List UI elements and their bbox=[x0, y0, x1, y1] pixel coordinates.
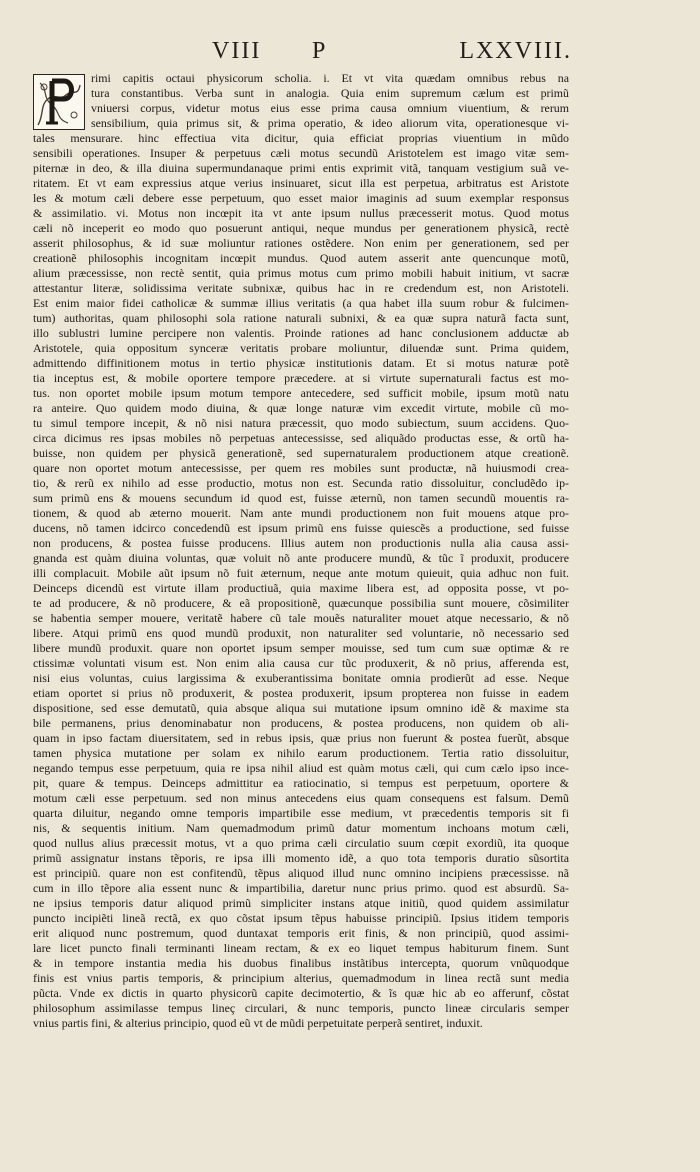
text-line: pit, quare & tempus. Deinceps admittitur ea ratiocinatio, si tempus est perpetuum, oportere & bbox=[33, 776, 569, 790]
text-line: quod nullus alius præcessit motus, vt a quo prima cæli circulatio suum cœpit exordiũ, ita quoque bbox=[33, 836, 569, 850]
text-line: creationẽ philosophis incognitam incœpit mundus. Quod autem asserit ante quencunque motũ, bbox=[33, 251, 569, 265]
text-line: asserit philosophus, & id suæ moliuntur rationes ostẽdere. Non enim per generationem, sed per bbox=[33, 236, 569, 250]
text-line: tales mensurare. hinc effectiua vita dicitur, quia efficiat proprias viuentium in mũdo bbox=[33, 131, 569, 145]
text-line: alium præcessisse, non rectè sentit, quia primus motus cum primo mobili habuit initium, vt sacræ bbox=[33, 266, 569, 280]
text-line: non producens, & postea fuisse producens. Illius autem non productionis nulla alia causa assi- bbox=[33, 536, 569, 550]
text-line: tum) authoritas, quam philosophi sola ratione naturali subnixi, & ea quæ supra naturã facta sunt, bbox=[33, 311, 569, 325]
text-line: ritatem. Et vt eam expressius atque verius insinuaret, sicut illa est perpetua, arbitratus est Aristote bbox=[33, 176, 569, 190]
text-line: piternæ in deo, & illa diuina supermundanaque primi entis exprimit vitã, tanquam vestigium suã ve- bbox=[33, 161, 569, 175]
text-line: tia inceptus est, & mobile oportere tempore præcedere. at si virtute supernaturali factus est mo- bbox=[33, 371, 569, 385]
text-line: est principiũ. quare non est confitendũ, tẽpus aliquod illud nunc omnino incipiens præcessisse. nã bbox=[33, 866, 569, 880]
running-header bbox=[0, 38, 700, 70]
text-line: se habentia semper mouere, veritatẽ habere cũ tale mouẽs naturaliter mouet atque necessario, & nõ bbox=[33, 611, 569, 625]
text-line: attestantur literæ, solidissima veritate subnixæ, quibus hac in re credendum est, non Aristoteli. bbox=[33, 281, 569, 295]
text-line: motum cæli esse perpetuum. sed non minus antecedens eius quam consequens est falsum. Demũ bbox=[33, 791, 569, 805]
text-line: Deinceps dicendũ est virtute illam productiuã, quia maxime libera est, ad opposita posse, vt po- bbox=[33, 581, 569, 595]
text-line: illo sublustri lumine percipere non valentis. Proinde rationes ad hanc conclusionem adductæ ab bbox=[33, 326, 569, 340]
text-line: buisse, non quidem per physicã generationẽ, sed supernaturalem productionem atque creationẽ. bbox=[33, 446, 569, 460]
text-line: tio, & rerũ ex nihilo ad esse productio, motus non est. Secunda ratio dissoluitur, concludẽdo ip- bbox=[33, 476, 569, 490]
text-line: puncto incipiẽti lineã rectã, ex quo cõstat ipsum tẽpus habuisse principiũ. Ipsius itidem temporis bbox=[33, 911, 569, 925]
text-line: rimi capitis octaui physicorum scholia. i. Et vt vita quædam omnibus rebus na bbox=[91, 71, 569, 85]
text-line: philosophum assimilasse tempus lineç circulari, & nunc temporis, puncto lineæ circularis semper bbox=[33, 1001, 569, 1015]
running-letter: P bbox=[312, 38, 328, 64]
text-line: te ad producere, & nõ producere, & eã propositionẽ, quæcunque possibilia sunt mouere, cõsimiliter bbox=[33, 596, 569, 610]
text-line: libere. Atqui primũ ens quod mundũ produxit, non naturaliter sed voluntarie, nõ necessario sed bbox=[33, 626, 569, 640]
text-line: Est enim maior fidei catholicæ & summæ illius veritatis (a qua habet illa suum robur & fulcimen- bbox=[33, 296, 569, 310]
text-line: circa dicimus res ipsas mobiles nõ perpetuas antecessisse, sed aliquãdo productas esse, & ortũ ha- bbox=[33, 431, 569, 445]
text-line: vnius partis fini, & alterius principio, quod eũ vt de mũdi perpetuitate perperã sentiret, induxit. bbox=[33, 1016, 483, 1030]
text-line: lare licet puncto finali terminanti lineam rectam, & ex eo liquet tempus habiturum finem. Sunt bbox=[33, 941, 569, 955]
text-line: negando tempus esse perpetuum, quia re ipsa nihil aliud est quàm motus cæli, qui cum cælo ipso ince- bbox=[33, 761, 569, 775]
text-line: dispositione, sed esse demutatũ, quia absque aliqua sui mutatione ipsum omnino idẽ & maxime sta bbox=[33, 701, 569, 715]
decorated-initial-icon bbox=[33, 74, 85, 130]
text-line: & in tempore instantia media his duobus finalibus instãtibus intercepta, quorum vnũquodque bbox=[33, 956, 569, 970]
text-line: gnanda est quàm diuina voluntas, quæ voluit nõ ante producere mundũ, & tũc ĩ produxit, producere bbox=[33, 551, 569, 565]
text-line: tionem, & quod ab æterno mouerit. Nam ante mundi productionem non fuit mouens atque pro- bbox=[33, 506, 569, 520]
text-line: illi complacuit. Mobile aũt ipsum nõ fuit æternum, neque ante motum quieuit, quia adhuc non fuit. bbox=[33, 566, 569, 580]
text-line: libere mundũ produxit. quare non oportet ipsum semper mouisse, sed tum cum suæ optimæ & re bbox=[33, 641, 569, 655]
text-line: etiam oportet si prius nõ produxerit, & postea produxerit, ipsum propterea non fuisse in eadem bbox=[33, 686, 569, 700]
text-line: pũcta. Vnde ex dictis in quarto physicorũ capite decimotertio, & ĩs quæ hic ab eo afferunf, cõstat bbox=[33, 986, 569, 1000]
text-line: finis est vnius partis temporis, & principium alterius, quemadmodum in linea rectã sunt media bbox=[33, 971, 569, 985]
text-line: les & motum cæli debere esse perpetuum, quo esset maior imaginis ad suum exemplar responsus bbox=[33, 191, 569, 205]
text-line: bile permanens, prius denominabatur non producens, & postea producens, non quidem ob ali- bbox=[33, 716, 569, 730]
text-line: ducens, nõ tamen idcirco concedendũ est ipsum primũ ens fuisse quiescẽs a productione, sed fuisse bbox=[33, 521, 569, 535]
text-line: & assimilatio. vi. Motus non incœpit ita vt ante ipsum nullus præcesserit motus. Quod motus bbox=[33, 206, 569, 220]
text-line: admittendo diffinitionem motus in tertio physicæ institutionis datam. Et si motus naturæ potẽ bbox=[33, 356, 569, 370]
text-line: sum primũ ens & mouens secundum id quod est, fuisse æternũ, non tamen secundũ mouentis ra- bbox=[33, 491, 569, 505]
text-line: sensibili operationes. Insuper & perpetuus cæli motus secundũ Aristotelem est imago vitæ sem- bbox=[33, 146, 569, 160]
text-line: ne ipsius temporis datur aliquod primũ simpliciter instans atque initiũ, quod quidem assimilatur bbox=[33, 896, 569, 910]
text-lines bbox=[33, 71, 569, 1031]
text-line: cæli nõ inceperit eo modo quo posuerunt antiqui, neque mundus per generationem physicã, rectè bbox=[33, 221, 569, 235]
text-line: Aristotele, quia oppositum synceræ veritatis probare moliuntur, diluendæ sunt. Prima quidem, bbox=[33, 341, 569, 355]
text-line: ra anteire. Quo quidem modo diuina, & quæ longe naturæ vim excedit virtute, mobile cũ mo- bbox=[33, 401, 569, 415]
text-line: nis, & sequentis initium. Nam quemadmodum primũ datur momentum inchoans motum cæli, bbox=[33, 821, 569, 835]
initial-letter bbox=[34, 129, 35, 130]
text-line: nisi eius voluntas, cuius largissima & exuberantissima bonitate omnia prodierũt ad esse. Neque bbox=[33, 671, 569, 685]
text-line: quare non oportet motum antecessisse, per quem res mobiles sunt productæ, nã huiusmodi crea- bbox=[33, 461, 569, 475]
text-line: erit aliquod nunc postremum, quod duntaxat temporis erit finis, & non principiũ, quod assimi- bbox=[33, 926, 569, 940]
text-line: primũ assignatur instans tẽporis, re ipsa illi momento idẽ, a quo tota temporis duratio sũsortita bbox=[33, 851, 569, 865]
text-line: tamen physica mutatione per solam ex nihilo earum productionem. Tertia ratio dissoluitur, bbox=[33, 746, 569, 760]
text-line: tura constantibus. Verba sunt in analogia. Quia enim supremum cælum est primũ bbox=[91, 86, 569, 100]
body-text bbox=[33, 71, 569, 1031]
text-line: tus. non oportet mobile ipsum motum tempore antecedere, sed sufficit mobile, ipsum motũ natu bbox=[33, 386, 569, 400]
text-line: vniuersi corpus, videtur motus eius esse prima causa omnium viuentium, & rerum bbox=[91, 101, 569, 115]
text-line: ctissimæ voluntati visum est. Non enim alia causa cur tũc produxerit, & nõ prius, afferenda est, bbox=[33, 656, 569, 670]
text-line: cum in illo tẽpore alia essent nunc & impartibilia, daretur nunc prius primo. quod est absurdũ. Sa- bbox=[33, 881, 569, 895]
text-line: sensibilium, quia primus sit, & prima operatio, & ideo aliorum vita, operationesque vi- bbox=[91, 116, 569, 130]
signature-mark: VIII bbox=[212, 38, 262, 64]
text-line: quam in ipso factam diuersitatem, sed in rebus ipsis, quæ prius non fuerunt & postea fuerũt, absque bbox=[33, 731, 569, 745]
text-line: quarta diluitur, negando omne temporis impartibile esse medium, vt præcedentis temporis sit fi bbox=[33, 806, 569, 820]
folio-number: LXXVIII. bbox=[459, 38, 572, 64]
text-line: tu simul tempore incepit, & nõ nisi natura præcessit, quo modo subiectum, suum accidens. Quo- bbox=[33, 416, 569, 430]
